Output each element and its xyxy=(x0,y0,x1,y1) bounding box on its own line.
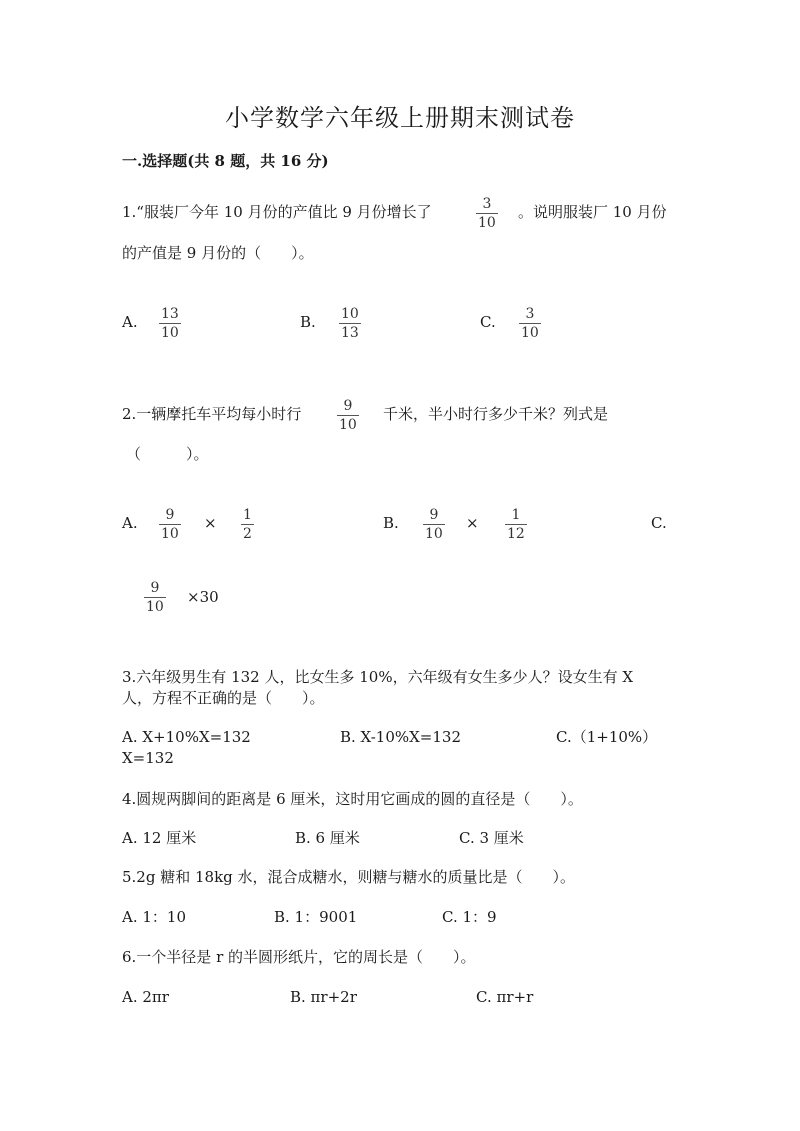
q3-line-1: 3.六年级男生有 132 人，比女生多 10%，六年级有女生多少人？设女生有 X xyxy=(122,668,634,686)
q2-option-a-fraction-1 xyxy=(159,507,181,542)
q4-stem: 4.圆规两脚间的距离是 6 厘米，这时用它画成的圆的直径是（ ）。 xyxy=(122,790,583,808)
q2-option-c-label: C. xyxy=(651,514,667,532)
q2-option-a-num-1: 9 xyxy=(165,507,175,523)
q1-option-a-label: A. xyxy=(122,313,138,331)
q2-option-b-num-1: 9 xyxy=(429,507,439,523)
q2-option-b-den-2: 12 xyxy=(507,526,525,542)
q3-option-a: A. X+10%X=132 xyxy=(122,728,251,746)
q2-frac-num: 9 xyxy=(343,398,353,414)
q1-option-c-num: 3 xyxy=(525,306,535,322)
q1-option-a-num: 13 xyxy=(161,306,179,322)
q2-option-b-label: B. xyxy=(383,514,399,532)
q2-option-b-fraction-1 xyxy=(423,507,445,542)
q1-option-b-label: B. xyxy=(300,313,316,331)
fraction-bar xyxy=(519,323,541,324)
q3-option-c-cont: X=132 xyxy=(122,749,174,767)
q1-option-b-den: 13 xyxy=(341,325,359,341)
fraction-bar xyxy=(159,524,181,525)
fraction-bar xyxy=(423,524,445,525)
fraction-bar xyxy=(144,597,166,598)
q6-option-a: A. 2πr xyxy=(122,988,169,1006)
q2-option-c-num: 9 xyxy=(150,580,160,596)
q1-frac-num: 3 xyxy=(482,196,492,212)
q1-frac-den: 10 xyxy=(478,215,496,231)
q1-stem-a: 1.“服装厂今年 10 月份的产值比 9 月份增长了 xyxy=(122,203,432,221)
q2-frac-den: 10 xyxy=(339,417,357,433)
q2-option-a-num-2: 1 xyxy=(243,507,252,523)
q3-line-2: 人，方程不正确的是（ ）。 xyxy=(122,689,325,707)
q1-option-c-den: 10 xyxy=(521,325,539,341)
q2-option-c-den: 10 xyxy=(146,599,164,615)
q2-option-a-fraction-2 xyxy=(241,507,254,542)
q5-option-a: A. 1：10 xyxy=(122,908,186,926)
fraction-bar xyxy=(241,524,254,525)
q5-stem: 5.2g 糖和 18kg 水，混合成糖水，则糖与糖水的质量比是（ ）。 xyxy=(122,868,576,886)
fraction-bar xyxy=(339,323,361,324)
q1-option-a-fraction xyxy=(159,306,181,341)
q1-stem-b: 。说明服装厂 10 月份 xyxy=(518,203,667,221)
q2-option-b-fraction-2 xyxy=(505,507,527,542)
fraction-bar xyxy=(159,323,181,324)
q6-option-c: C. πr+r xyxy=(476,988,534,1006)
q2-option-a-den-2: 2 xyxy=(243,526,252,542)
q2-option-c-tail: ×30 xyxy=(187,588,219,606)
q2-option-a-den-1: 10 xyxy=(161,526,179,542)
section-heading: 一.选择题(共 8 题，共 16 分) xyxy=(122,152,329,170)
q2-stem-c: （ ）。 xyxy=(126,445,209,463)
q2-option-a-label: A. xyxy=(122,514,138,532)
q2-stem-a: 2.一辆摩托车平均每小时行 xyxy=(122,405,302,423)
q1-option-c-fraction xyxy=(519,306,541,341)
q2-option-a-op: × xyxy=(204,514,217,532)
q1-option-b-fraction xyxy=(339,306,361,341)
q2-fraction xyxy=(337,398,359,433)
q1-option-a-den: 10 xyxy=(161,325,179,341)
fraction-bar xyxy=(337,415,359,416)
q4-option-a: A. 12 厘米 xyxy=(122,829,197,847)
q2-option-b-op: × xyxy=(466,514,479,532)
fraction-bar xyxy=(505,524,527,525)
q5-option-c: C. 1：9 xyxy=(442,908,497,926)
q5-option-b: B. 1：9001 xyxy=(274,908,358,926)
q4-option-b: B. 6 厘米 xyxy=(295,829,360,847)
q2-option-b-num-2: 1 xyxy=(511,507,521,523)
q2-option-b-den-1: 10 xyxy=(425,526,443,542)
q3-option-b: B. X-10%X=132 xyxy=(340,728,461,746)
q1-stem-c: 的产值是 9 月份的（ ）。 xyxy=(122,244,314,262)
q2-option-c-fraction xyxy=(144,580,166,615)
q1-option-c-label: C. xyxy=(480,313,496,331)
q6-stem: 6.一个半径是 r 的半圆形纸片，它的周长是（ ）。 xyxy=(122,948,476,966)
q6-option-b: B. πr+2r xyxy=(290,988,357,1006)
page-title: 小学数学六年级上册期末测试卷 xyxy=(225,104,575,132)
q2-stem-b: 千米，半小时行多少千米？列式是 xyxy=(383,405,609,423)
q3-option-c: C.（1+10%） xyxy=(556,728,658,746)
fraction-bar xyxy=(476,213,498,214)
q4-option-c: C. 3 厘米 xyxy=(459,829,524,847)
q1-fraction xyxy=(476,196,498,231)
q1-option-b-num: 10 xyxy=(341,306,359,322)
